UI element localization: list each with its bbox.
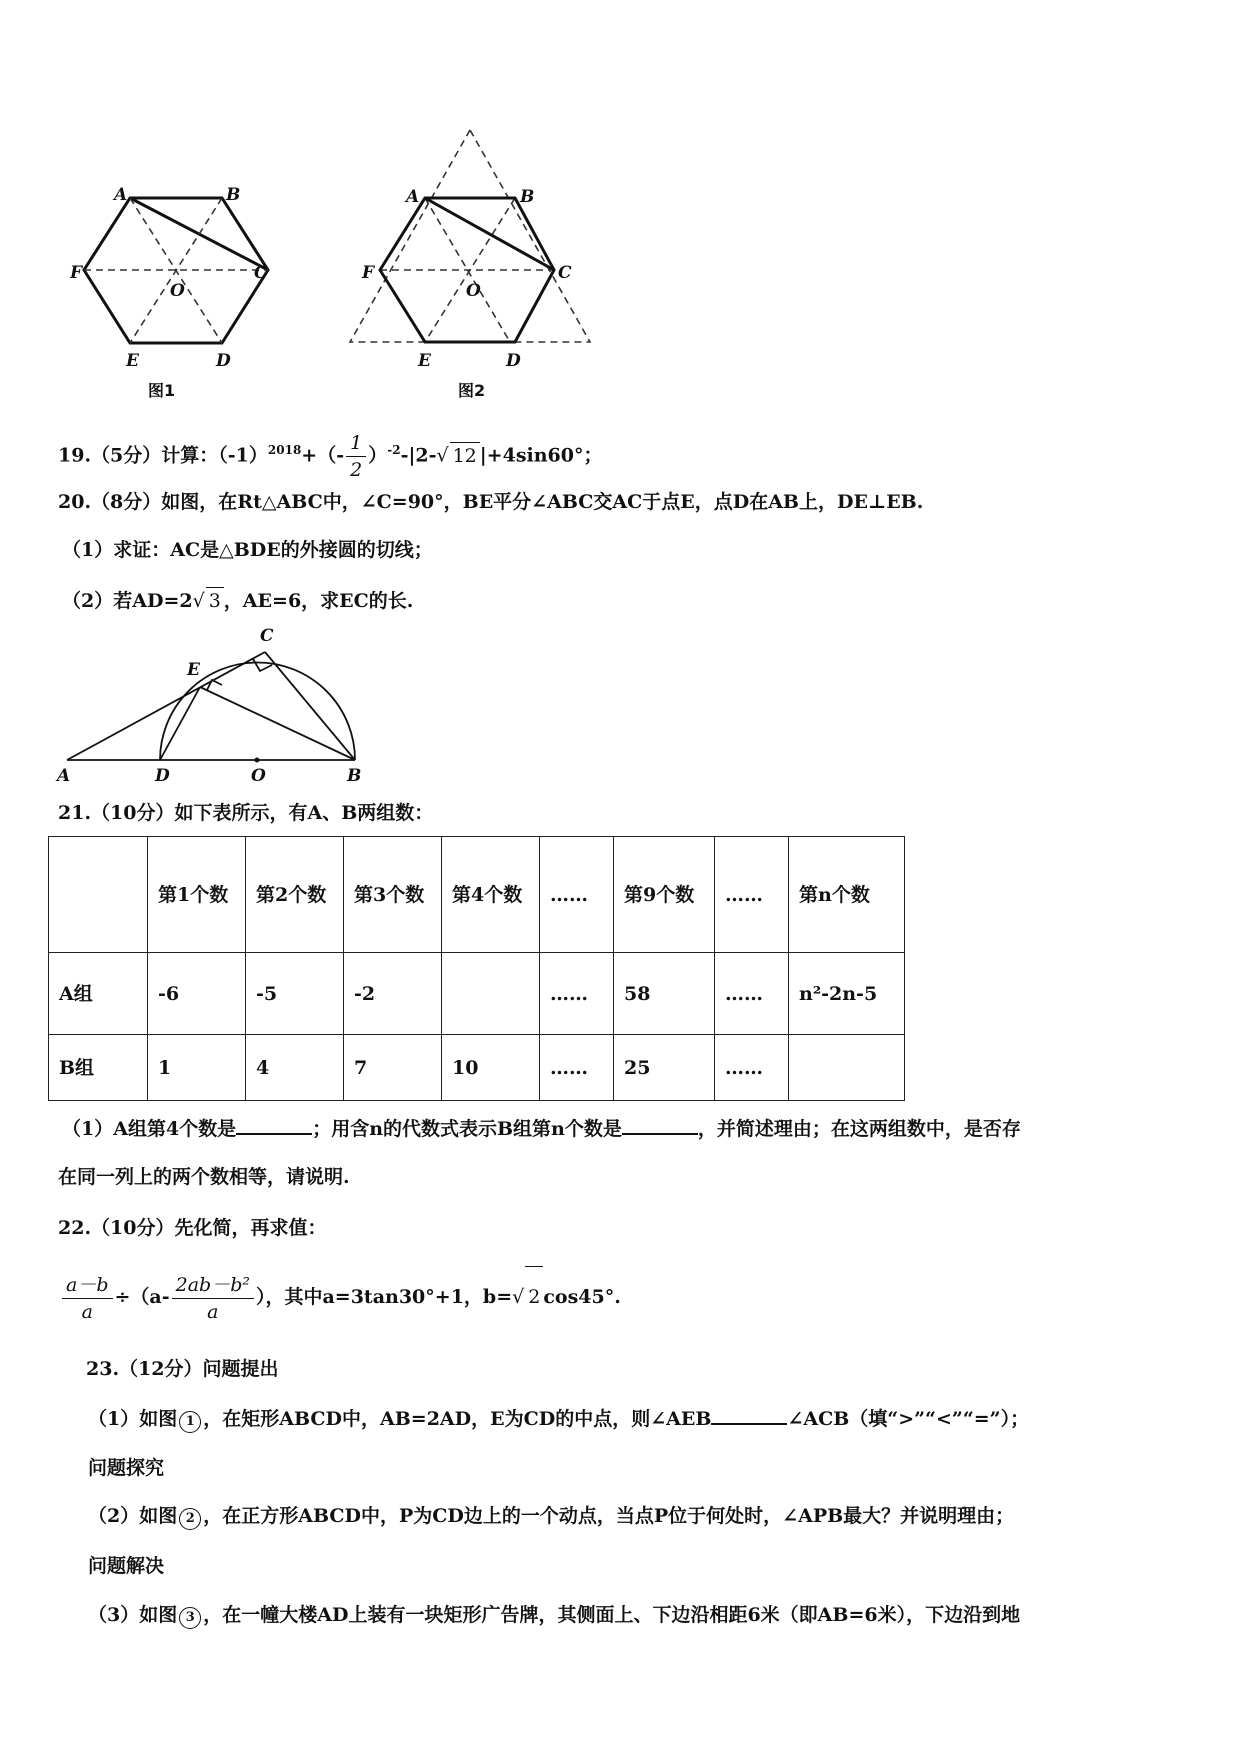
question-23-heading-2: 问题探究 [88, 1457, 165, 1479]
table-cell: …… [540, 953, 614, 1035]
figure-3-triangle-semicircle [55, 625, 370, 785]
question-19: 19.（5分）计算：$(-1)^{2018}+(-$ $\frac{1}{2}$ ）$^{-2}$-|2-√ 12 |+4sin60°； [58, 432, 603, 481]
answer-blank[interactable] [622, 1115, 698, 1135]
table-cell: 1 [148, 1035, 246, 1101]
question-21-part-1-cont: 在同一列上的两个数相等，请说明. [58, 1166, 350, 1188]
answer-blank[interactable] [236, 1115, 312, 1135]
question-22-expression: $\frac{a-b}{a}$ ÷（a- $\frac{\text{2ab－b²}}{a}$ ），其中a=3tan30°+1，b=√ 2 cos45°. [60, 1266, 621, 1327]
fig3-label-A: A [57, 766, 71, 785]
table-cell: 4 [246, 1035, 344, 1101]
fig1-label-A: A [114, 185, 128, 205]
table-cell: 10 [442, 1035, 540, 1101]
fig1-caption: 图1 [148, 381, 176, 400]
table-cell: …… [715, 1035, 789, 1101]
question-21-part-1: （1）A组第4个数是 ；用含n的代数式表示B组第n个数是 ，并简述理由；在这两组数中，是否存 [62, 1115, 1021, 1142]
table-row-a [49, 953, 905, 1035]
fig2-label-A: A [406, 187, 420, 207]
table-cell [49, 837, 148, 953]
q22-fraction-2: $\frac{\text{2ab－b²}}{a}$ [172, 1272, 254, 1325]
figure-1-hexagon [70, 170, 270, 400]
table-cell: -5 [246, 953, 344, 1035]
table-cell: 25 [614, 1035, 715, 1101]
fig2-label-O: O [466, 281, 481, 301]
fig2-caption: 图2 [458, 381, 486, 400]
table-cell: …… [715, 953, 789, 1035]
fig3-label-C: C [260, 626, 274, 646]
question-21-stem: 21.（10分）如下表所示，有A、B两组数： [58, 802, 434, 824]
question-20-stem: 20.（8分）如图，在Rt△ABC中，∠C=90°，BE平分∠ABC交AC于点E，点D在AB上，DE⊥EB. [58, 491, 924, 513]
fig3-label-O: O [251, 766, 266, 785]
table-cell: 第1个数 [148, 837, 246, 953]
question-23-part-3: （3）如图 3 ，在一幢大楼AD上装有一块矩形广告牌，其侧面上、下边沿相距6米（即AB=6米），下边沿到地 [88, 1602, 1020, 1629]
figure-2-hexagon-triangle [340, 120, 610, 400]
q19-fraction: $\frac{1}{2}$ [346, 430, 366, 483]
table-cell: 7 [344, 1035, 442, 1101]
question-23-part-1: （1）如图 1 ，在矩形ABCD中，AB=2AD，E为CD的中点，则∠AEB ∠ACB（填“>”“<”“=”）； [88, 1405, 1029, 1433]
table-cell: -6 [148, 953, 246, 1035]
fig1-label-E: E [126, 351, 139, 371]
fig3-label-B: B [347, 766, 362, 785]
question-22-stem: 22.（10分）先化简，再求值： [58, 1217, 327, 1239]
table-cell [789, 1035, 905, 1101]
fig1-label-B: B [226, 185, 241, 205]
q21-table [48, 836, 905, 1101]
table-row-b [49, 1035, 905, 1101]
table-cell: 第2个数 [246, 837, 344, 953]
table-cell: …… [715, 837, 789, 953]
table-cell: 58 [614, 953, 715, 1035]
answer-blank[interactable] [711, 1405, 787, 1425]
q22-fraction-1: $\frac{a-b}{a}$ [62, 1272, 113, 1325]
fig1-label-O: O [170, 281, 185, 301]
table-cell: 第3个数 [344, 837, 442, 953]
question-23-part-2: （2）如图 2 ，在正方形ABCD中，P为CD边上的一个动点，当点P位于何处时，∠APB最大？并说明理由； [88, 1503, 1014, 1530]
fig3-label-D: D [155, 766, 170, 785]
table-cell: …… [540, 1035, 614, 1101]
fig2-label-B: B [520, 187, 535, 207]
table-cell: 第9个数 [614, 837, 715, 953]
fig1-label-C: C [254, 263, 268, 283]
question-20-part-1: （1）求证：AC是△BDE的外接圆的切线； [62, 539, 433, 561]
question-23-heading-3: 问题解决 [88, 1555, 165, 1577]
table-cell: 第4个数 [442, 837, 540, 953]
table-cell: …… [540, 837, 614, 953]
table-cell: B组 [49, 1035, 148, 1101]
table-cell: -2 [344, 953, 442, 1035]
fig2-label-D: D [506, 351, 521, 371]
fig2-label-F: F [362, 263, 375, 283]
question-20-part-2: （2）若AD=2√ 3 ，AE=6，求EC的长. [62, 587, 413, 614]
fig1-label-F: F [70, 263, 83, 283]
table-cell: n²-2n-5 [789, 953, 905, 1035]
fig2-label-E: E [418, 351, 431, 371]
table-cell [442, 953, 540, 1035]
fig2-label-C: C [558, 263, 572, 283]
table-cell: A组 [49, 953, 148, 1035]
fig1-label-D: D [216, 351, 231, 371]
table-cell: 第n个数 [789, 837, 905, 953]
fig3-label-E: E [187, 660, 200, 680]
question-23-stem: 23.（12分）问题提出 [86, 1358, 279, 1380]
table-header-row [49, 837, 905, 953]
